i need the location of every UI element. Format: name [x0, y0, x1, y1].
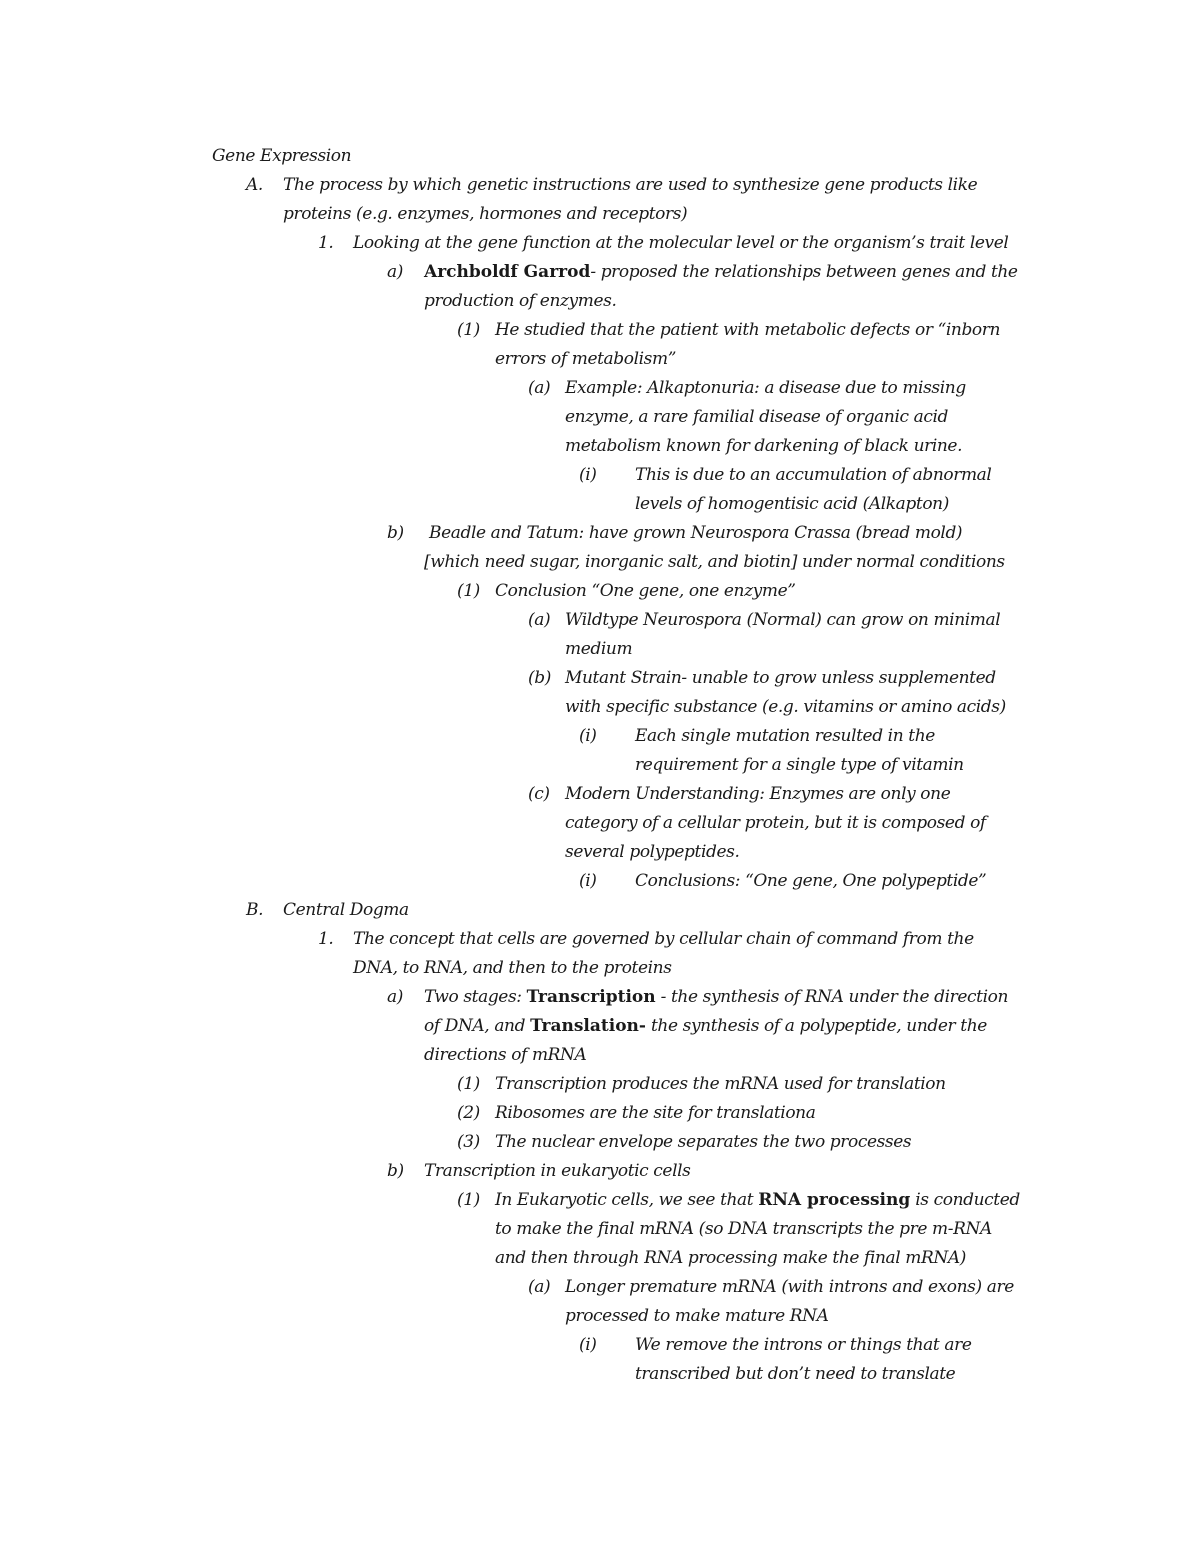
outline-text: Looking at the gene function at the molecular level or the organism’s trait level: [353, 233, 1009, 253]
outline-text: Conclusions: “One gene, One polypeptide”: [635, 871, 987, 891]
bold-term: Translation-: [530, 1016, 646, 1036]
outline-text: The process by which genetic instructions are used to synthesize gene products like: [283, 175, 978, 195]
outline-text: category of a cellular protein, but it is composed of: [565, 813, 986, 833]
outline-text: Each single mutation resulted in the: [635, 726, 935, 746]
outline-text: with specific substance (e.g. vitamins or amino acids): [565, 697, 1006, 717]
document-title: Gene Expression: [212, 146, 352, 166]
outline-text-span: of DNA, and: [424, 1016, 526, 1036]
list-marker: (c): [528, 784, 550, 804]
outline-text: enzyme, a rare familial disease of organic acid: [565, 407, 949, 427]
outline-text-span: the synthesis of a polypeptide, under the: [650, 1016, 987, 1036]
list-marker: a): [387, 262, 403, 282]
outline-text: Beadle and Tatum: have grown Neurospora Crassa (bread mold): [429, 523, 963, 543]
outline-text-span: - the synthesis of RNA under the direction: [660, 987, 1009, 1007]
outline-text: transcribed but don’t need to translate: [635, 1364, 956, 1384]
list-marker: b): [387, 523, 404, 543]
outline-text-span: Two stages:: [424, 987, 522, 1007]
list-marker: A.: [246, 175, 263, 195]
outline-text: DNA, to RNA, and then to the proteins: [353, 958, 672, 978]
outline-text-span: In Eukaryotic cells, we see that: [495, 1190, 754, 1210]
outline-text: Modern Understanding: Enzymes are only one: [565, 784, 951, 804]
list-marker: (i): [579, 726, 597, 746]
outline-text: several polypeptides.: [565, 842, 740, 862]
outline-text: The nuclear envelope separates the two processes: [495, 1132, 912, 1152]
list-marker: (1): [457, 1074, 480, 1094]
list-marker: B.: [246, 900, 264, 920]
outline-text: medium: [565, 639, 633, 659]
outline-text: [495, 1190, 1020, 1210]
outline-text: [424, 1016, 987, 1036]
list-marker: (a): [528, 378, 551, 398]
outline-text: to make the final mRNA (so DNA transcripts the pre m-RNA: [495, 1219, 992, 1239]
list-marker: (a): [528, 610, 551, 630]
list-marker: b): [387, 1161, 404, 1181]
outline-text: errors of metabolism”: [495, 349, 677, 369]
list-marker: 1.: [318, 233, 334, 253]
list-marker: (i): [579, 871, 597, 891]
outline-text: processed to make mature RNA: [565, 1306, 829, 1326]
outline-text: and then through RNA processing make the final mRNA): [495, 1248, 967, 1268]
outline-text-span: is conducted: [915, 1190, 1020, 1210]
outline-text: metabolism known for darkening of black urine.: [565, 436, 963, 456]
list-marker: (i): [579, 1335, 597, 1355]
outline-text: Mutant Strain- unable to grow unless supplemented: [565, 668, 996, 688]
outline-text: [which need sugar, inorganic salt, and biotin] under normal conditions: [424, 552, 1005, 572]
list-marker: 1.: [318, 929, 334, 949]
outline-text: [424, 987, 1008, 1007]
outline-text: proteins (e.g. enzymes, hormones and receptors): [283, 204, 688, 224]
list-marker: a): [387, 987, 403, 1007]
outline-text: Example: Alkaptonuria: a disease due to missing: [565, 378, 966, 398]
outline-text: Conclusion “One gene, one enzyme”: [495, 581, 796, 601]
outline-text: directions of mRNA: [424, 1045, 587, 1065]
list-marker: (b): [528, 668, 551, 688]
outline-text-span: - proposed the relationships between genes and the: [590, 262, 1018, 282]
outline-text: Ribosomes are the site for translationa: [495, 1103, 816, 1123]
outline-text: Wildtype Neurospora (Normal) can grow on minimal: [565, 610, 1001, 630]
outline-text: We remove the introns or things that are: [635, 1335, 972, 1355]
list-marker: (a): [528, 1277, 551, 1297]
list-marker: (1): [457, 581, 480, 601]
list-marker: (3): [457, 1132, 480, 1152]
outline-text: This is due to an accumulation of abnormal: [635, 465, 992, 485]
outline-text: levels of homogentisic acid (Alkapton): [635, 494, 949, 514]
list-marker: (i): [579, 465, 597, 485]
list-marker: (1): [457, 320, 480, 340]
outline-text: requirement for a single type of vitamin: [635, 755, 964, 775]
outline-text: [424, 262, 1018, 282]
outline-text: Longer premature mRNA (with introns and exons) are: [565, 1277, 1014, 1297]
outline-text: production of enzymes.: [424, 291, 617, 311]
outline-text: Transcription in eukaryotic cells: [424, 1161, 691, 1181]
list-marker: (1): [457, 1190, 480, 1210]
outline-text: Central Dogma: [283, 900, 409, 920]
list-marker: (2): [457, 1103, 480, 1123]
outline-text: He studied that the patient with metabolic defects or “inborn: [495, 320, 1001, 340]
bold-term: Archboldf Garrod: [424, 262, 591, 282]
bold-term: Transcription: [526, 987, 656, 1007]
bold-term: RNA processing: [758, 1190, 911, 1210]
outline-text: Transcription produces the mRNA used for translation: [495, 1074, 946, 1094]
outline-text: The concept that cells are governed by cellular chain of command from the: [353, 929, 974, 949]
